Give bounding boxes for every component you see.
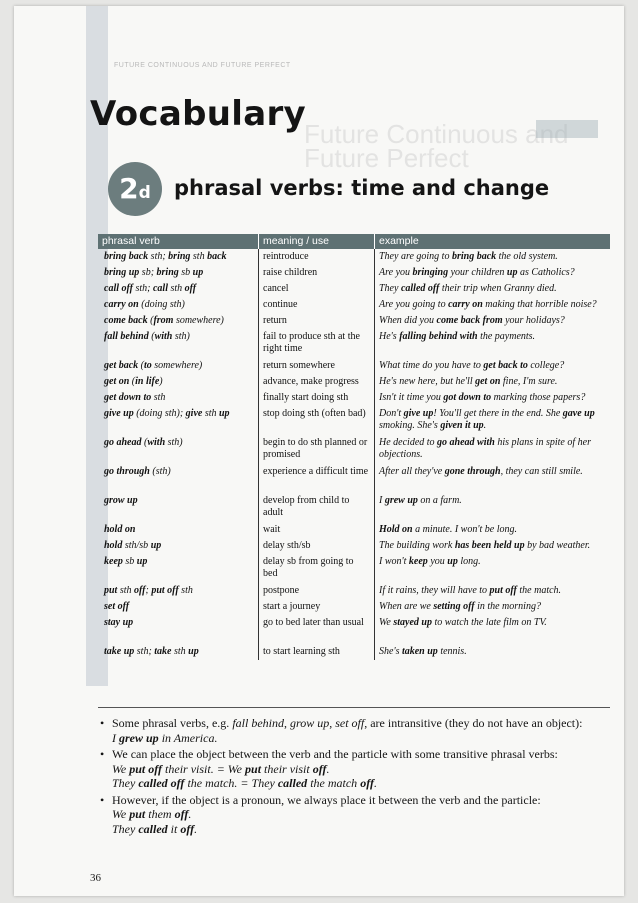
table-row bbox=[98, 599, 610, 615]
meaning-cell: stop doing sth (often bad) bbox=[258, 406, 374, 435]
bullet-icon: • bbox=[100, 792, 105, 807]
table-row bbox=[98, 554, 610, 583]
grammar-note bbox=[98, 747, 610, 791]
grammar-note bbox=[98, 793, 610, 837]
phrasal-verb-cell: bring back sth; bring sth back bbox=[104, 251, 227, 262]
example-cell: Hold on a minute. I won't be long. bbox=[374, 522, 610, 538]
table-row bbox=[98, 313, 610, 329]
example-cell: The building work has been held up by bad weather. bbox=[374, 538, 610, 554]
table-row bbox=[98, 249, 610, 265]
table-bottom-rule bbox=[98, 707, 610, 708]
header-example: example bbox=[374, 234, 610, 249]
meaning-cell: postpone bbox=[258, 583, 374, 599]
meaning-cell: fail to produce sth at the right time bbox=[258, 329, 374, 358]
table-row bbox=[98, 281, 610, 297]
note-text: However, if the object is a pronoun, we always place it between the verb and the particle: bbox=[112, 792, 541, 807]
example-cell: They called off their trip when Granny died. bbox=[374, 281, 610, 297]
example-cell: We stayed up to watch the late film on TV. bbox=[374, 615, 610, 644]
table-row bbox=[98, 374, 610, 390]
example-cell: If it rains, they will have to put off the match. bbox=[374, 583, 610, 599]
meaning-cell: reintroduce bbox=[258, 249, 374, 265]
example-cell: When did you come back from your holidays? bbox=[374, 313, 610, 329]
phrasal-verb-cell: carry on (doing sth) bbox=[104, 299, 185, 310]
example-cell: What time do you have to get back to college? bbox=[374, 358, 610, 374]
example-cell: When are we setting off in the morning? bbox=[374, 599, 610, 615]
page-title: Vocabulary bbox=[90, 94, 306, 134]
table-row bbox=[98, 615, 610, 644]
phrasal-verb-cell: give up (doing sth); give sth up bbox=[104, 408, 230, 419]
note-example: They called it off. bbox=[112, 821, 198, 836]
phrasal-verb-cell: fall behind (with sth) bbox=[104, 331, 190, 342]
ghost-running-head: FUTURE CONTINUOUS AND FUTURE PERFECT bbox=[114, 62, 291, 69]
table-row bbox=[98, 583, 610, 599]
example-cell: I grew up on a farm. bbox=[374, 493, 610, 522]
bullet-icon: • bbox=[100, 747, 105, 761]
table-row bbox=[98, 265, 610, 281]
meaning-cell: return bbox=[258, 313, 374, 329]
table-row bbox=[98, 358, 610, 374]
table-row bbox=[98, 493, 610, 522]
meaning-cell: cancel bbox=[258, 281, 374, 297]
phrasal-verb-cell: come back (from somewhere) bbox=[104, 315, 224, 326]
phrasal-verb-cell: bring up sb; bring sb up bbox=[104, 267, 204, 278]
header-phrasal-verb: phrasal verb bbox=[102, 235, 160, 247]
meaning-cell: raise children bbox=[258, 265, 374, 281]
meaning-cell: finally start doing sth bbox=[258, 390, 374, 406]
table-header bbox=[98, 234, 610, 249]
example-cell: He's new here, but he'll get on fine, I'm sure. bbox=[374, 374, 610, 390]
meaning-cell: begin to do sth planned or promised bbox=[258, 435, 374, 464]
phrasal-verb-cell: get on (in life) bbox=[104, 376, 163, 387]
phrasal-verb-cell: go through (sth) bbox=[104, 466, 171, 477]
note-example: They called off the match. = They called the match off. bbox=[112, 776, 377, 790]
phrasal-verb-cell: set off bbox=[104, 601, 130, 612]
phrasal-verb-cell: hold on bbox=[104, 524, 136, 535]
table-body bbox=[98, 249, 610, 660]
phrasal-verb-cell: call off sth; call sth off bbox=[104, 283, 197, 294]
meaning-cell: develop from child to adult bbox=[258, 493, 374, 522]
note-example: We put them off. bbox=[112, 807, 192, 821]
phrasal-verb-cell: grow up bbox=[104, 495, 138, 506]
example-cell: She's taken up tennis. bbox=[374, 644, 610, 660]
note-example: I grew up in America. bbox=[112, 730, 218, 745]
unit-number: 2 bbox=[119, 172, 139, 205]
unit-letter: d bbox=[138, 183, 151, 203]
meaning-cell: continue bbox=[258, 297, 374, 313]
phrasal-verb-cell: get down to sth bbox=[104, 392, 166, 403]
example-cell: They are going to bring back the old system. bbox=[374, 249, 610, 265]
phrasal-verb-cell: go ahead (with sth) bbox=[104, 437, 183, 448]
phrasal-verb-cell: take up sth; take sth up bbox=[104, 646, 199, 657]
table-row bbox=[98, 522, 610, 538]
note-text: We can place the object between the verb and the particle with some transitive phrasal verbs: bbox=[112, 747, 558, 761]
table-row bbox=[98, 538, 610, 554]
note-example: We put off their visit. = We put their visit off. bbox=[112, 761, 330, 776]
example-cell: Are you going to carry on making that horrible noise? bbox=[374, 297, 610, 313]
bullet-icon: • bbox=[100, 716, 105, 730]
table-row bbox=[98, 464, 610, 493]
table-row bbox=[98, 297, 610, 313]
table-row bbox=[98, 406, 610, 435]
page-number: 36 bbox=[90, 872, 101, 884]
example-cell: Are you bringing your children up as Catholics? bbox=[374, 265, 610, 281]
meaning-cell: wait bbox=[258, 522, 374, 538]
meaning-cell: advance, make progress bbox=[258, 374, 374, 390]
grammar-notes bbox=[98, 716, 610, 838]
table-row bbox=[98, 329, 610, 358]
ghost-badge bbox=[536, 120, 598, 138]
table-row bbox=[98, 390, 610, 406]
note-text: Some phrasal verbs, e.g. fall behind, grow up, set off, are intransitive (they do not have an object): bbox=[112, 716, 583, 730]
meaning-cell: delay sb from going to bed bbox=[258, 554, 374, 583]
meaning-cell: start a journey bbox=[258, 599, 374, 615]
phrasal-verb-cell: put sth off; put off sth bbox=[104, 585, 193, 596]
meaning-cell: delay sth/sb bbox=[258, 538, 374, 554]
table-row bbox=[98, 435, 610, 464]
meaning-cell: experience a difficult time bbox=[258, 464, 374, 493]
phrasal-verb-cell: stay up bbox=[104, 617, 134, 628]
example-cell: I won't keep you up long. bbox=[374, 554, 610, 583]
unit-badge bbox=[108, 162, 162, 216]
phrasal-verb-cell: get back (to somewhere) bbox=[104, 360, 203, 371]
section-subtitle: phrasal verbs: time and change bbox=[174, 176, 550, 200]
grammar-note bbox=[98, 716, 610, 745]
header-meaning: meaning / use bbox=[258, 234, 374, 249]
ghost-heading: Future Continuous and Future Perfect bbox=[304, 119, 569, 173]
meaning-cell: go to bed later than usual bbox=[258, 615, 374, 644]
example-cell: After all they've gone through, they can still smile. bbox=[374, 464, 610, 493]
example-cell: Isn't it time you got down to marking those papers? bbox=[374, 390, 610, 406]
table-row bbox=[98, 644, 610, 660]
example-cell: He decided to go ahead with his plans in spite of her objections. bbox=[374, 435, 610, 464]
phrasal-verb-cell: keep sb up bbox=[104, 556, 148, 567]
meaning-cell: return somewhere bbox=[258, 358, 374, 374]
phrasal-verb-cell: hold sth/sb up bbox=[104, 540, 162, 551]
vocabulary-table bbox=[98, 234, 610, 660]
example-cell: He's falling behind with the payments. bbox=[374, 329, 610, 358]
example-cell: Don't give up! You'll get there in the end. She gave up smoking. She's given it up. bbox=[374, 406, 610, 435]
meaning-cell: to start learning sth bbox=[258, 644, 374, 660]
